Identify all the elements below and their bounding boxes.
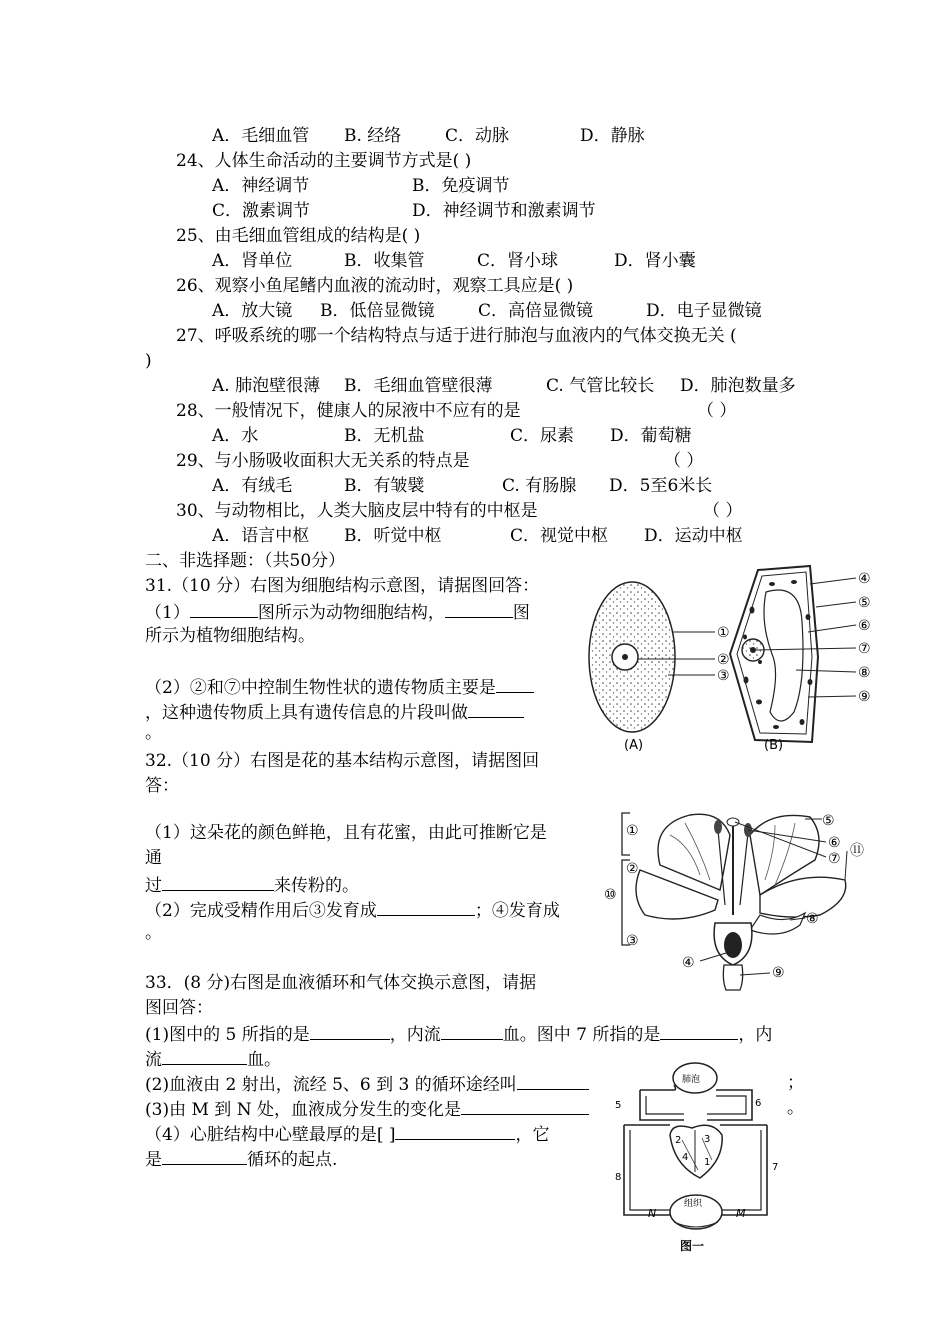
label-10: ⑩ xyxy=(604,887,617,903)
label-1: ① xyxy=(626,823,639,839)
q33-text: ，内 xyxy=(738,1025,773,1045)
q33-text: (3)由 M 到 N 处，血液成分发生的变化是 xyxy=(145,1100,461,1120)
label-2: 2 xyxy=(675,1135,682,1146)
label-11: ⑪ xyxy=(850,843,864,859)
label-4: ④ xyxy=(858,571,871,587)
label-3: ③ xyxy=(717,668,730,684)
option-c: C. 有肠腺 xyxy=(502,476,577,496)
q32-line2: 通 xyxy=(145,848,162,868)
label-m: M xyxy=(736,1207,746,1220)
q31-text: 图 xyxy=(512,603,530,623)
q31-title: 31.（10 分）右图为细胞结构示意图，请据图回答： xyxy=(145,576,540,596)
q23-options xyxy=(212,125,645,147)
q31-line1 xyxy=(145,600,530,624)
option-c: C．肾小球 xyxy=(477,251,559,271)
q31-text: 图所示为动物细胞结构， xyxy=(257,603,445,623)
q31-line2: 所示为植物细胞结构。 xyxy=(145,626,315,646)
label-9: ⑨ xyxy=(858,689,871,705)
q24-options-row2 xyxy=(212,200,596,222)
q26-options xyxy=(212,300,762,322)
option-b: B. 经络 xyxy=(344,126,402,146)
label-1: 1 xyxy=(704,1157,711,1168)
blank[interactable] xyxy=(377,898,475,916)
q30-answer-paren: （ ） xyxy=(703,501,743,521)
option-d: D．葡萄糖 xyxy=(610,426,692,446)
q27-stem: 27、呼吸系统的哪一个结构特点与适于进行肺泡与血液内的气体交换无关 ( xyxy=(176,326,737,346)
q25-options xyxy=(212,250,696,272)
q30-options xyxy=(212,525,743,547)
q33-line4 xyxy=(145,1097,589,1121)
blank[interactable] xyxy=(190,600,258,618)
label-lung: 肺泡 xyxy=(682,1075,701,1085)
label-2: ② xyxy=(717,652,730,668)
q31-text: ，这种遗传物质上具有遗传信息的片段叫做 xyxy=(145,703,468,723)
q32-text: 来传粉的。 xyxy=(274,876,359,896)
cell-structure-figure xyxy=(580,562,880,757)
option-d: D．运动中枢 xyxy=(644,526,743,546)
q33-line6 xyxy=(145,1147,337,1171)
q33-text: 流 xyxy=(145,1050,162,1070)
q30-stem: 30、与动物相比，人类大脑皮层中特有的中枢是 xyxy=(176,501,538,521)
label-9: ⑨ xyxy=(772,965,785,981)
option-c: C．尿素 xyxy=(510,426,575,446)
q31-part-label: （1） xyxy=(145,603,190,623)
q33-title: 33．(8 分)右图是血液循环和气体交换示意图，请据 xyxy=(145,973,537,993)
blank[interactable] xyxy=(441,1022,503,1040)
pedicel xyxy=(723,965,742,990)
q32-line4 xyxy=(145,898,560,922)
option-a: A．肾单位 xyxy=(212,251,293,271)
q33-text: 血。图中 7 所指的是 xyxy=(502,1025,661,1045)
flower-structure-figure xyxy=(600,805,885,995)
figure-caption: 图一 xyxy=(680,1239,705,1253)
q33-title-cont: 图回答： xyxy=(145,998,213,1018)
q33-line1 xyxy=(145,1022,772,1046)
label-5: ⑤ xyxy=(822,813,835,829)
heart xyxy=(670,1125,722,1178)
label-2: ② xyxy=(626,861,639,877)
q33-text: ，它 xyxy=(515,1125,550,1145)
q32-text: 过 xyxy=(145,876,162,896)
option-d: D．神经调节和激素调节 xyxy=(412,201,596,221)
q33-text: (1)图中的 5 所指的是 xyxy=(145,1025,310,1045)
option-b: B．听觉中枢 xyxy=(344,526,442,546)
q33-line3 xyxy=(145,1072,589,1096)
label-5: 5 xyxy=(615,1100,622,1111)
label-b: (B) xyxy=(764,738,784,753)
label-3: 3 xyxy=(704,1134,711,1145)
blank[interactable] xyxy=(395,1122,515,1140)
q32-line3 xyxy=(145,873,359,897)
option-c: C．动脉 xyxy=(445,126,510,146)
blank[interactable] xyxy=(517,1072,589,1090)
option-a: A．语言中枢 xyxy=(212,526,310,546)
q33-text: 血。 xyxy=(247,1050,281,1070)
q31-line3 xyxy=(145,675,534,699)
label-tissue: 组织 xyxy=(684,1199,703,1209)
q33-line5 xyxy=(145,1122,549,1146)
option-a: A．神经调节 xyxy=(212,176,310,196)
option-d: D．肺泡数量多 xyxy=(680,376,796,396)
q33-line3-end: ； xyxy=(787,1073,804,1093)
q33-line4-end: 。 xyxy=(787,1098,804,1118)
option-a: A．水 xyxy=(212,426,259,446)
option-d: D．肾小囊 xyxy=(614,251,696,271)
option-b: B．有皱襞 xyxy=(344,476,425,496)
blank[interactable] xyxy=(496,675,534,693)
label-7: ⑦ xyxy=(828,851,841,867)
label-8: ⑧ xyxy=(806,911,819,927)
option-a: A. 肺泡壁很薄 xyxy=(212,376,321,396)
label-8: 8 xyxy=(615,1172,622,1183)
blood-circulation-figure xyxy=(612,1060,787,1255)
option-b: B．收集管 xyxy=(344,251,425,271)
option-b: B．无机盐 xyxy=(344,426,425,446)
option-d: D．5至6米长 xyxy=(609,476,713,496)
blank[interactable] xyxy=(445,600,513,618)
q33-text: 循环的起点. xyxy=(247,1150,338,1170)
label-3: ③ xyxy=(626,933,639,949)
label-1: ① xyxy=(717,625,730,641)
label-7: 7 xyxy=(772,1162,779,1173)
q33-text: (2)血液由 2 射出，流经 5、6 到 3 的循环途经叫 xyxy=(145,1075,517,1095)
option-a: A．放大镜 xyxy=(212,301,293,321)
q32-line1: （1）这朵花的颜色鲜艳，且有花蜜，由此可推断它是 xyxy=(145,823,547,843)
option-c: C. 气管比较长 xyxy=(546,376,655,396)
label-4: ④ xyxy=(682,955,695,971)
q26-stem: 26、观察小鱼尾鳍内血液的流动时，观察工具应是( ) xyxy=(176,276,574,296)
q25-stem: 25、由毛细血管组成的结构是( ) xyxy=(176,226,421,246)
q32-title: 32.（10 分）右图是花的基本结构示意图，请据图回 xyxy=(145,751,540,771)
q32-text: ；④发育成 xyxy=(474,901,560,921)
q32-line5: 。 xyxy=(145,923,162,943)
option-b: B．毛细血管壁很薄 xyxy=(344,376,493,396)
label-6: ⑥ xyxy=(858,618,871,634)
q33-text: （4）心脏结构中心壁最厚的是[ ] xyxy=(145,1125,396,1145)
option-a: A．有绒毛 xyxy=(212,476,293,496)
blank[interactable] xyxy=(162,1147,247,1165)
option-b: B．低倍显微镜 xyxy=(320,301,435,321)
q33-text: ，内流 xyxy=(389,1025,441,1045)
q28-options xyxy=(212,425,692,447)
blank[interactable] xyxy=(310,1022,390,1040)
section-heading: 二、非选择题：（共50分） xyxy=(145,551,346,571)
label-n: N xyxy=(648,1207,657,1220)
label-4: 4 xyxy=(682,1152,689,1163)
q31-line4 xyxy=(145,700,524,724)
option-d: D．静脉 xyxy=(580,126,645,146)
label-7: ⑦ xyxy=(858,641,871,657)
blank[interactable] xyxy=(461,1097,589,1115)
label-8: ⑧ xyxy=(858,665,871,681)
option-d: D．电子显微镜 xyxy=(646,301,762,321)
label-6: 6 xyxy=(755,1098,762,1109)
q33-text: 是 xyxy=(145,1150,162,1170)
blank[interactable] xyxy=(162,1047,247,1065)
option-c: C．高倍显微镜 xyxy=(478,301,594,321)
label-6: ⑥ xyxy=(828,835,841,851)
q24-stem: 24、人体生命活动的主要调节方式是( ) xyxy=(176,151,472,171)
label-5: ⑤ xyxy=(858,595,871,611)
q31-line5: 。 xyxy=(145,723,162,743)
q28-stem: 28、一般情况下，健康人的尿液中不应有的是 xyxy=(176,401,521,421)
blank[interactable] xyxy=(162,873,274,891)
option-a: A．毛细血管 xyxy=(212,126,310,146)
option-c: C．激素调节 xyxy=(212,201,311,221)
q27-options xyxy=(212,375,796,397)
q29-answer-paren: （ ） xyxy=(664,451,704,471)
q27-stem-end: ) xyxy=(145,351,152,371)
option-b: B．免疫调节 xyxy=(412,176,510,196)
q29-stem: 29、与小肠吸收面积大无关系的特点是 xyxy=(176,451,470,471)
q32-text: （2）完成受精作用后③发育成 xyxy=(145,901,377,921)
q32-title-cont: 答： xyxy=(145,776,179,796)
q31-text: （2）②和⑦中控制生物性状的遗传物质主要是 xyxy=(145,678,496,698)
blank[interactable] xyxy=(468,700,524,718)
blank[interactable] xyxy=(660,1022,738,1040)
q28-answer-paren: （ ） xyxy=(697,401,737,421)
q24-options-row1 xyxy=(212,175,510,197)
option-c: C．视觉中枢 xyxy=(510,526,609,546)
label-a: (A) xyxy=(624,738,644,753)
q33-line2 xyxy=(145,1047,281,1071)
q29-options xyxy=(212,475,712,497)
